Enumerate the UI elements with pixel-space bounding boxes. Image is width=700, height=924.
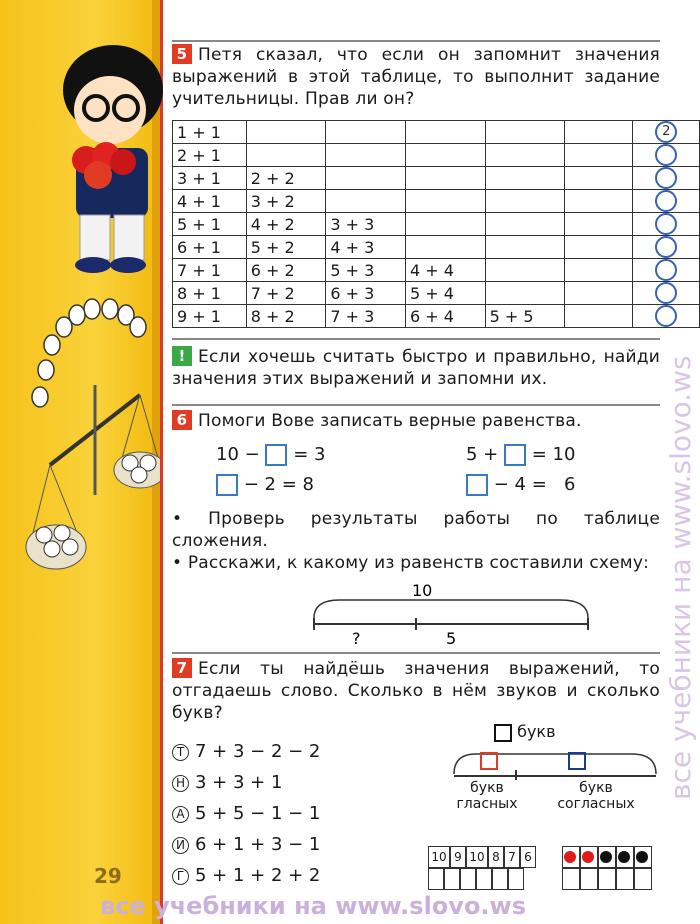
sound-cell bbox=[616, 846, 634, 868]
expression-cell bbox=[485, 213, 565, 236]
task6-statement: Помоги Вове записать верные равенства. bbox=[198, 411, 582, 431]
bullet-scheme: • Расскажи, к какому из равенств составили схему: bbox=[172, 553, 650, 573]
expression-cell: 4 + 2 bbox=[246, 213, 326, 236]
answer-cell[interactable] bbox=[460, 868, 476, 890]
sound-cell[interactable] bbox=[598, 868, 616, 890]
vowel-dot bbox=[564, 851, 576, 863]
eq1-right: = 3 bbox=[293, 444, 326, 465]
expression: 7 + 3 − 2 − 2 bbox=[195, 741, 321, 762]
expression-cell bbox=[326, 144, 406, 167]
sound-cell[interactable] bbox=[580, 868, 598, 890]
task7-number: 7 bbox=[172, 658, 192, 678]
sound-cell[interactable] bbox=[616, 868, 634, 890]
footer-watermark: все учебники на www.slovo.ws bbox=[100, 892, 526, 920]
expression-cell: 6 + 2 bbox=[246, 259, 326, 282]
expression-cell bbox=[326, 121, 406, 144]
answer-cell[interactable] bbox=[492, 868, 508, 890]
expression: 5 + 5 − 1 − 1 bbox=[195, 803, 321, 824]
expression: 3 + 3 + 1 bbox=[195, 772, 283, 793]
expression-cell: 7 + 1 bbox=[173, 259, 247, 282]
expression-cell: 5 + 5 bbox=[485, 305, 565, 328]
list-item bbox=[172, 767, 320, 798]
expression-cell bbox=[485, 282, 565, 305]
expression-cell bbox=[246, 144, 326, 167]
expression-cell: 8 + 2 bbox=[246, 305, 326, 328]
expression-cell bbox=[485, 167, 565, 190]
number-cell: 10 bbox=[428, 846, 450, 868]
expression-cell bbox=[485, 144, 565, 167]
expression-cell bbox=[405, 144, 485, 167]
vowel-dot bbox=[582, 851, 594, 863]
task7-text bbox=[172, 658, 660, 724]
expression-cell bbox=[565, 282, 633, 305]
expression-cell bbox=[485, 190, 565, 213]
expression-cell bbox=[405, 236, 485, 259]
expression-cell bbox=[565, 305, 633, 328]
expression-cell bbox=[326, 190, 406, 213]
answer-box[interactable] bbox=[265, 444, 287, 466]
sound-cell[interactable] bbox=[634, 868, 652, 890]
list-item bbox=[172, 736, 320, 767]
consonants-label: букв согласных bbox=[557, 780, 635, 812]
sound-cell bbox=[580, 846, 598, 868]
consonants-count-box[interactable] bbox=[568, 752, 586, 770]
side-watermark: все учебники на www.slovo.ws bbox=[664, 355, 697, 800]
letter-circle: Н bbox=[172, 775, 189, 792]
number-cell: 7 bbox=[504, 846, 520, 868]
tip-text: Если хочешь считать быстро и правильно, найди значения этих выражений и запомни их. bbox=[172, 347, 660, 389]
expression-cell bbox=[565, 121, 633, 144]
answer-box[interactable] bbox=[216, 474, 238, 496]
number-cell: 6 bbox=[520, 846, 536, 868]
letter-circle: А bbox=[172, 806, 189, 823]
table-row bbox=[173, 144, 700, 167]
boy-illustration bbox=[18, 30, 168, 280]
expression-cell: 2 + 2 bbox=[246, 167, 326, 190]
task6-header bbox=[172, 410, 582, 432]
task6-number: 6 bbox=[172, 410, 192, 430]
table-row bbox=[173, 236, 700, 259]
list-item bbox=[172, 860, 320, 891]
bullet-check: • Проверь результаты работы по таблице сложения. bbox=[172, 509, 660, 551]
equation-1 bbox=[216, 444, 325, 466]
answer-box[interactable] bbox=[466, 474, 488, 496]
equation-4 bbox=[466, 474, 575, 496]
sound-cell[interactable] bbox=[562, 868, 580, 890]
table-row bbox=[173, 190, 700, 213]
expression-cell: 5 + 2 bbox=[246, 236, 326, 259]
list-item bbox=[172, 798, 320, 829]
expression-cell: 2 + 1 bbox=[173, 144, 247, 167]
task5-number: 5 bbox=[172, 44, 192, 64]
total-letters-label bbox=[494, 722, 556, 742]
equation-3 bbox=[216, 474, 314, 496]
scheme-right-part: 5 bbox=[446, 629, 457, 648]
expression-cell: 8 + 1 bbox=[173, 282, 247, 305]
scheme-total: 10 bbox=[412, 582, 433, 600]
consonant-dot bbox=[636, 851, 648, 863]
answer-circle[interactable]: 2 bbox=[655, 121, 677, 143]
eq2-left: 5 + bbox=[466, 444, 499, 465]
expression-cell bbox=[326, 167, 406, 190]
tip-block bbox=[172, 346, 660, 390]
expression-cell: 3 + 2 bbox=[246, 190, 326, 213]
expression-cell bbox=[565, 190, 633, 213]
answer-box[interactable] bbox=[504, 444, 526, 466]
table-row bbox=[173, 167, 700, 190]
letters-count-box[interactable] bbox=[494, 724, 512, 742]
task6-top-rule bbox=[172, 404, 660, 406]
answer-cell[interactable] bbox=[476, 868, 492, 890]
task5-text bbox=[172, 44, 660, 110]
number-cells-row bbox=[428, 846, 536, 890]
consonant-dot bbox=[618, 851, 630, 863]
task7-expression-list bbox=[172, 736, 320, 891]
expression-cell bbox=[565, 259, 633, 282]
number-cell: 9 bbox=[450, 846, 466, 868]
expression-cell: 3 + 1 bbox=[173, 167, 247, 190]
number-cell: 8 bbox=[488, 846, 504, 868]
consonant-dot bbox=[600, 851, 612, 863]
expression-cell bbox=[405, 121, 485, 144]
expression-cell: 1 + 1 bbox=[173, 121, 247, 144]
sound-cell bbox=[634, 846, 652, 868]
letter-circle: Т bbox=[172, 744, 189, 761]
list-item bbox=[172, 829, 320, 860]
expression-cell: 4 + 3 bbox=[326, 236, 406, 259]
expression-cell bbox=[565, 144, 633, 167]
table-row bbox=[173, 259, 700, 282]
expression: 6 + 1 + 3 − 1 bbox=[195, 834, 321, 855]
expression-cell: 5 + 4 bbox=[405, 282, 485, 305]
table-row bbox=[173, 305, 700, 328]
sound-scheme bbox=[562, 846, 652, 890]
eq4-right: − 4 = 6 bbox=[493, 474, 576, 495]
table-row bbox=[173, 213, 700, 236]
eq3-right: − 2 = 8 bbox=[243, 474, 314, 495]
expression-cell: 3 + 3 bbox=[326, 213, 406, 236]
answer-cell[interactable] bbox=[444, 868, 460, 890]
expression-cell: 7 + 3 bbox=[326, 305, 406, 328]
sound-cell bbox=[598, 846, 616, 868]
page-number: 29 bbox=[94, 864, 122, 888]
vowels-label: букв гласных bbox=[456, 780, 518, 812]
answer-cell[interactable] bbox=[428, 868, 444, 890]
expression-cell: 6 + 1 bbox=[173, 236, 247, 259]
letter-circle: И bbox=[172, 837, 189, 854]
expressions-table bbox=[172, 120, 700, 328]
letter-circle: Г bbox=[172, 868, 189, 885]
vowels-count-box[interactable] bbox=[480, 752, 498, 770]
eq1-left: 10 − bbox=[216, 444, 260, 465]
number-cell: 10 bbox=[466, 846, 488, 868]
task7-statement: Если ты найдёшь значения выражений, то отгадаешь слово. Сколько в нём звуков и сколько букв? bbox=[172, 659, 660, 723]
expression-cell: 4 + 1 bbox=[173, 190, 247, 213]
expression-cell bbox=[565, 167, 633, 190]
expression-cell: 7 + 2 bbox=[246, 282, 326, 305]
expression-cell bbox=[565, 213, 633, 236]
expression-cell bbox=[485, 236, 565, 259]
table-row bbox=[173, 121, 700, 144]
expression: 5 + 1 + 2 + 2 bbox=[195, 865, 321, 886]
tip-mark: ! bbox=[172, 346, 192, 366]
task5-statement: Петя сказал, что если он запомнит значения выражений в этой таблице, то выполнит задание учительницы. Прав ли он? bbox=[172, 45, 660, 109]
expression-cell: 5 + 3 bbox=[326, 259, 406, 282]
answer-cell[interactable] bbox=[508, 868, 524, 890]
equation-2 bbox=[466, 444, 575, 466]
expression-cell: 9 + 1 bbox=[173, 305, 247, 328]
scale-illustration bbox=[20, 295, 160, 585]
expression-cell bbox=[485, 259, 565, 282]
expression-cell: 5 + 1 bbox=[173, 213, 247, 236]
expression-cell: 6 + 4 bbox=[405, 305, 485, 328]
expression-cell: 4 + 4 bbox=[405, 259, 485, 282]
task7-top-rule bbox=[172, 652, 660, 654]
task5-top-rule bbox=[172, 40, 660, 42]
part-whole-scheme bbox=[300, 582, 600, 648]
expression-cell bbox=[485, 121, 565, 144]
scheme-left-part: ? bbox=[352, 629, 361, 648]
expression-cell bbox=[405, 167, 485, 190]
empty-answer-cells bbox=[428, 868, 536, 890]
tip-top-rule bbox=[172, 338, 660, 340]
expression-cell bbox=[405, 213, 485, 236]
table-row bbox=[173, 282, 700, 305]
letters-label: букв bbox=[517, 722, 556, 741]
eq2-right: = 10 bbox=[531, 444, 576, 465]
sound-cell bbox=[562, 846, 580, 868]
expression-cell bbox=[405, 190, 485, 213]
expression-cell: 6 + 3 bbox=[326, 282, 406, 305]
letters-scheme bbox=[452, 720, 662, 830]
expression-cell bbox=[246, 121, 326, 144]
expression-cell bbox=[565, 236, 633, 259]
